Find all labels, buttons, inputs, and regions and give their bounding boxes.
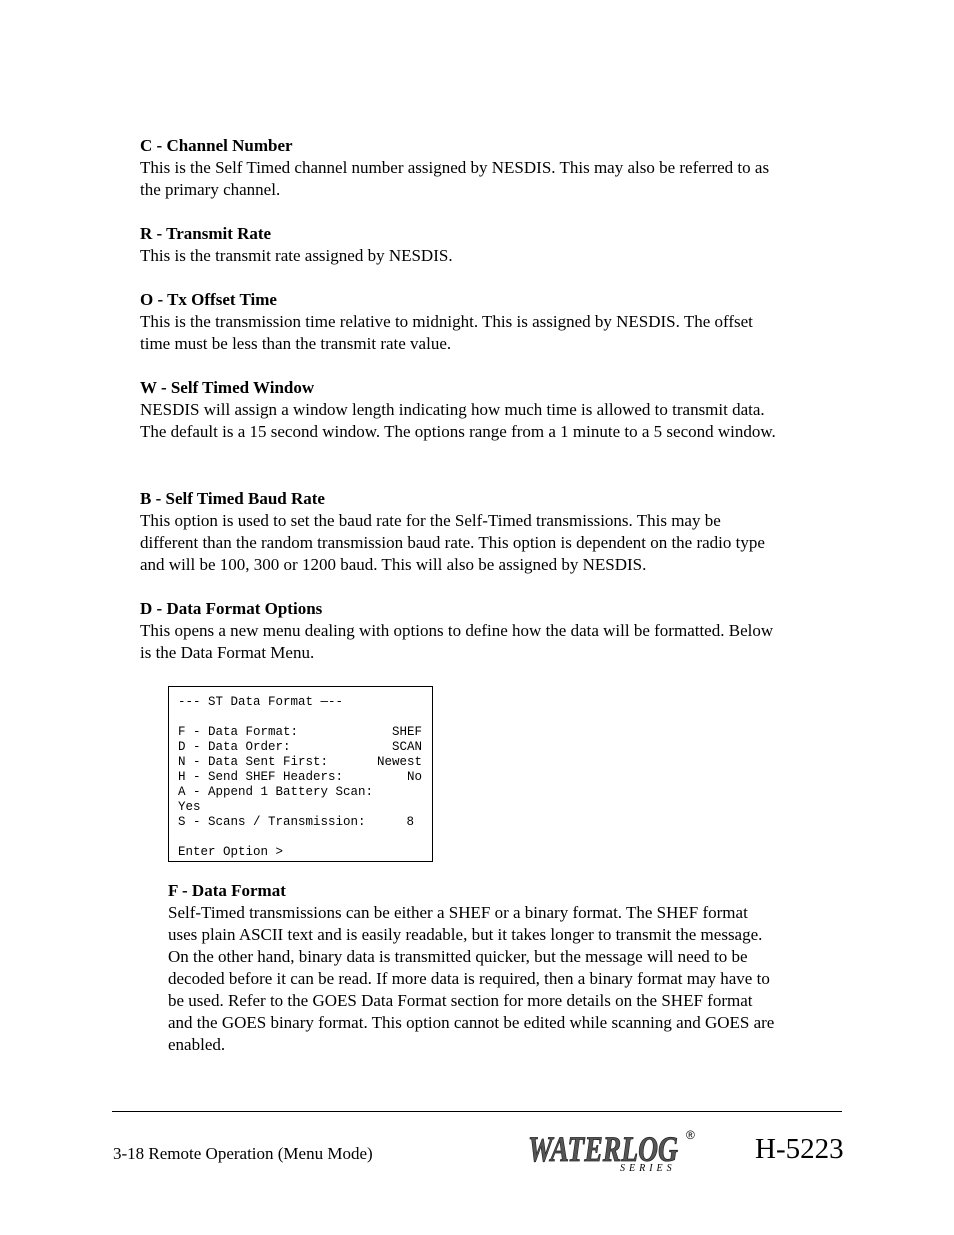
waterlog-logo [528, 1125, 698, 1175]
section-heading: F - Data Format [168, 881, 286, 900]
body-line: NESDIS will assign a window length indicating how much time is allowed to transmit data. [140, 400, 765, 419]
section-heading: D - Data Format Options [140, 599, 323, 618]
body-line: and the GOES binary format. This option cannot be edited while scanning and GOES are [168, 1013, 775, 1032]
menu-item: S - Scans / Transmission: 8 [178, 815, 414, 829]
menu-item: A - Append 1 Battery Scan: [178, 785, 374, 799]
menu-item: D - Data Order: SCAN [178, 740, 422, 754]
body-line: This is the transmit rate assigned by NESDIS. [140, 246, 453, 265]
section-data-format-options [140, 598, 845, 664]
body-line: time must be less than the transmit rate value. [140, 334, 452, 353]
menu-item: F - Data Format: SHEF [178, 725, 422, 739]
section-channel-number [140, 135, 845, 201]
body-line: This is the Self Timed channel number assigned by NESDIS. This may also be referred to as [140, 158, 770, 177]
body-line: This option is used to set the baud rate for the Self-Timed transmissions. This may be [140, 511, 721, 530]
section-heading: C - Channel Number [140, 136, 293, 155]
svg-text:®: ® [686, 1128, 695, 1142]
menu-item: Yes [178, 800, 201, 814]
footer-divider [112, 1111, 842, 1112]
menu-item: N - Data Sent First: Newest [178, 755, 422, 769]
section-heading: B - Self Timed Baud Rate [140, 489, 325, 508]
data-format-menu-box [168, 686, 433, 862]
section-tx-offset-time [140, 289, 845, 355]
svg-text:WATERLOG: WATERLOG [528, 1129, 678, 1169]
section-self-timed-window [140, 377, 845, 443]
body-line: is the Data Format Menu. [140, 643, 315, 662]
body-line: This opens a new menu dealing with options to define how the data will be formatted. Below [140, 621, 774, 640]
menu-item: H - Send SHEF Headers: No [178, 770, 422, 784]
section-transmit-rate [140, 223, 845, 267]
body-line: the primary channel. [140, 180, 281, 199]
menu-title: --- ST Data Format —-- [178, 695, 344, 709]
footer-page-label: 3-18 Remote Operation (Menu Mode) [113, 1144, 373, 1163]
body-line: different than the random transmission baud rate. This option is dependent on the radio type [140, 533, 765, 552]
svg-text:SERIES: SERIES [620, 1163, 676, 1174]
body-line: and will be 100, 300 or 1200 baud. This will also be assigned by NESDIS. [140, 555, 647, 574]
document-number: H-5223 [755, 1133, 844, 1165]
body-line: enabled. [168, 1035, 226, 1054]
body-line: Self-Timed transmissions can be either a SHEF or a binary format. The SHEF format [168, 903, 748, 922]
body-line: decoded before it can be read. If more data is required, then a binary format may have to [168, 969, 770, 988]
section-heading: W - Self Timed Window [140, 378, 315, 397]
body-line: uses plain ASCII text and is easily readable, but it takes longer to transmit the message. [168, 925, 763, 944]
section-data-format [168, 880, 843, 1056]
section-heading: R - Transmit Rate [140, 224, 272, 243]
body-line: The default is a 15 second window. The options range from a 1 minute to a 5 second window. [140, 422, 776, 441]
body-line: This is the transmission time relative to midnight. This is assigned by NESDIS. The offset [140, 312, 753, 331]
body-line: On the other hand, binary data is transmitted quicker, but the message will need to be [168, 947, 748, 966]
section-self-timed-baud-rate [140, 488, 845, 576]
section-heading: O - Tx Offset Time [140, 290, 277, 309]
body-line: be used. Refer to the GOES Data Format section for more details on the SHEF format [168, 991, 753, 1010]
menu-prompt: Enter Option > [178, 845, 284, 859]
